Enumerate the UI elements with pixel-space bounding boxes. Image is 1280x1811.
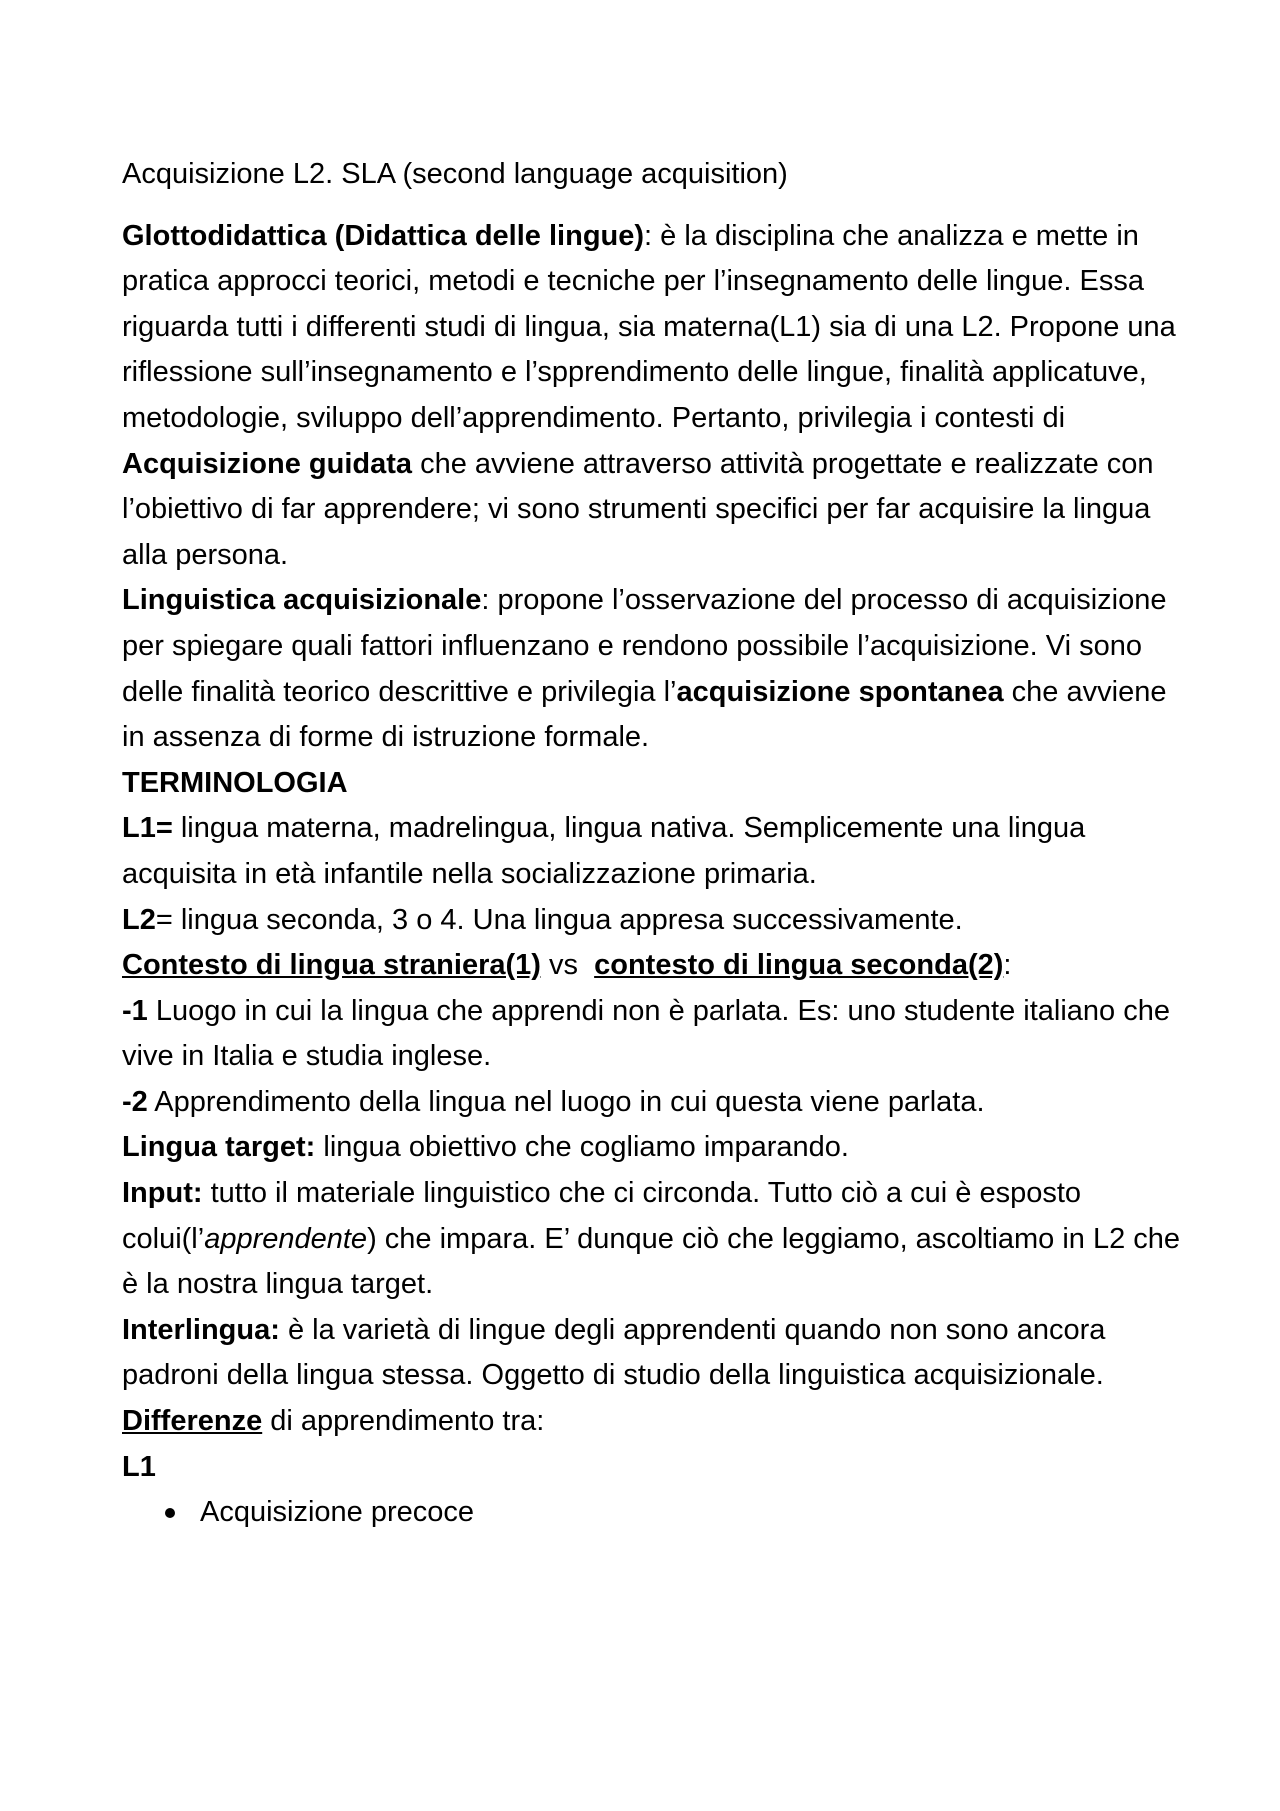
l1-heading-label: L1 <box>122 1450 156 1483</box>
paragraph-contesto <box>122 943 1182 989</box>
term-contesto-straniera: Contesto di lingua straniera(1) <box>122 949 541 982</box>
input-text-2: ) che impara. E’ dunque ciò che leggiamo, ascoltiamo in L2 che è la nostra lingua target. <box>122 1222 1181 1301</box>
terminologia-label: TERMINOLOGIA <box>122 766 348 799</box>
l2-text: = lingua seconda, 3 o 4. Una lingua appresa successivamente. <box>155 903 963 936</box>
contesto-2-text: Apprendimento della lingua nel luogo in cui questa viene parlata. <box>147 1085 985 1118</box>
paragraph-interlingua <box>122 1308 1182 1399</box>
term-apprendente: apprendente <box>204 1222 368 1255</box>
bullet-icon <box>165 1508 175 1518</box>
paragraph-lingua-target <box>122 1125 1182 1171</box>
contesto-1-number: -1 <box>122 994 148 1027</box>
term-lingua-target: Lingua target: <box>122 1131 316 1164</box>
contesto-2-number: -2 <box>122 1085 148 1118</box>
term-contesto-seconda: contesto di lingua seconda(2) <box>594 949 1004 982</box>
term-interlingua: Interlingua: <box>122 1313 280 1346</box>
term-linguistica-acquisizionale: Linguistica acquisizionale <box>122 584 482 617</box>
term-l2: L2 <box>122 903 156 936</box>
linguistica-text: : propone l’osservazione del processo di acquisizione per spiegare quali fattori influenzano e rendono possibile l’acquisizione. Vi sono delle finalità teorico descrittive e privilegia l’ <box>122 584 1167 708</box>
differenze-text: di apprendimento tra: <box>262 1405 545 1438</box>
lingua-target-text: lingua obiettivo che cogliamo imparando. <box>315 1131 849 1164</box>
paragraph-l1 <box>122 806 1182 897</box>
term-input: Input: <box>122 1177 203 1210</box>
glottodidattica-text: : è la disciplina che analizza e mette in pratica approcci teorici, metodi e tecniche per l’insegnamento delle lingue. Essa riguarda tutti i differenti studi di lingua, sia materna(L1) sia di una L2. Propone una riflessione sull’insegnamento e l’spprendimento delle lingue, finalità applicatuve, metodologie, sviluppo dell’apprendimento. Pertanto, privilegia i contesti di <box>122 219 1176 434</box>
paragraph-l2 <box>122 898 1182 944</box>
contesto-vs: vs <box>540 949 595 982</box>
term-acquisizione-guidata: Acquisizione guidata <box>122 447 413 480</box>
paragraph-differenze <box>122 1399 1182 1445</box>
document-title: Acquisizione L2. SLA (second language acquisition) <box>122 158 788 190</box>
interlingua-text: è la varietà di lingue degli apprendenti quando non sono ancora padroni della lingua stessa. Oggetto di studio della linguistica acquisizionale. <box>122 1313 1106 1392</box>
paragraph-input <box>122 1171 1182 1308</box>
paragraph-linguistica <box>122 578 1182 760</box>
list-item <box>122 1490 1182 1536</box>
paragraph-contesto-2 <box>122 1080 1182 1126</box>
paragraph-glottodidattica <box>122 214 1182 579</box>
heading-l1 <box>122 1445 1182 1491</box>
paragraph-contesto-1 <box>122 989 1182 1080</box>
input-text: tutto il materiale linguistico che ci circonda. Tutto ciò a cui è esposto colui(l’ <box>122 1177 1082 1255</box>
term-l1: L1= <box>122 812 173 845</box>
bullet-list <box>122 1490 1182 1536</box>
glottodidattica-text-2: che avviene attraverso attività progettate e realizzate con l’obiettivo di far apprendere; vi sono strumenti specifici per far acquisire la lingua alla persona. <box>122 447 1154 571</box>
l1-text: lingua materna, madrelingua, lingua nativa. Semplicemente una lingua acquisita in età infantile nella socializzazione primaria. <box>122 812 1086 890</box>
term-acquisizione-spontanea: acquisizione spontanea <box>676 675 1004 708</box>
term-differenze: Differenze <box>122 1405 263 1438</box>
bullet-text: Acquisizione precoce <box>200 1496 475 1529</box>
term-glottodidattica: Glottodidattica (Didattica delle lingue) <box>122 219 645 252</box>
heading-terminologia <box>122 761 1182 807</box>
document-body <box>122 152 1182 1536</box>
contesto-colon: : <box>1003 949 1012 982</box>
linguistica-text-2: che avviene in assenza di forme di istruzione formale. <box>122 675 1167 754</box>
contesto-1-text: Luogo in cui la lingua che apprendi non è parlata. Es: uno studente italiano che vive in Italia e studia inglese. <box>122 994 1170 1073</box>
